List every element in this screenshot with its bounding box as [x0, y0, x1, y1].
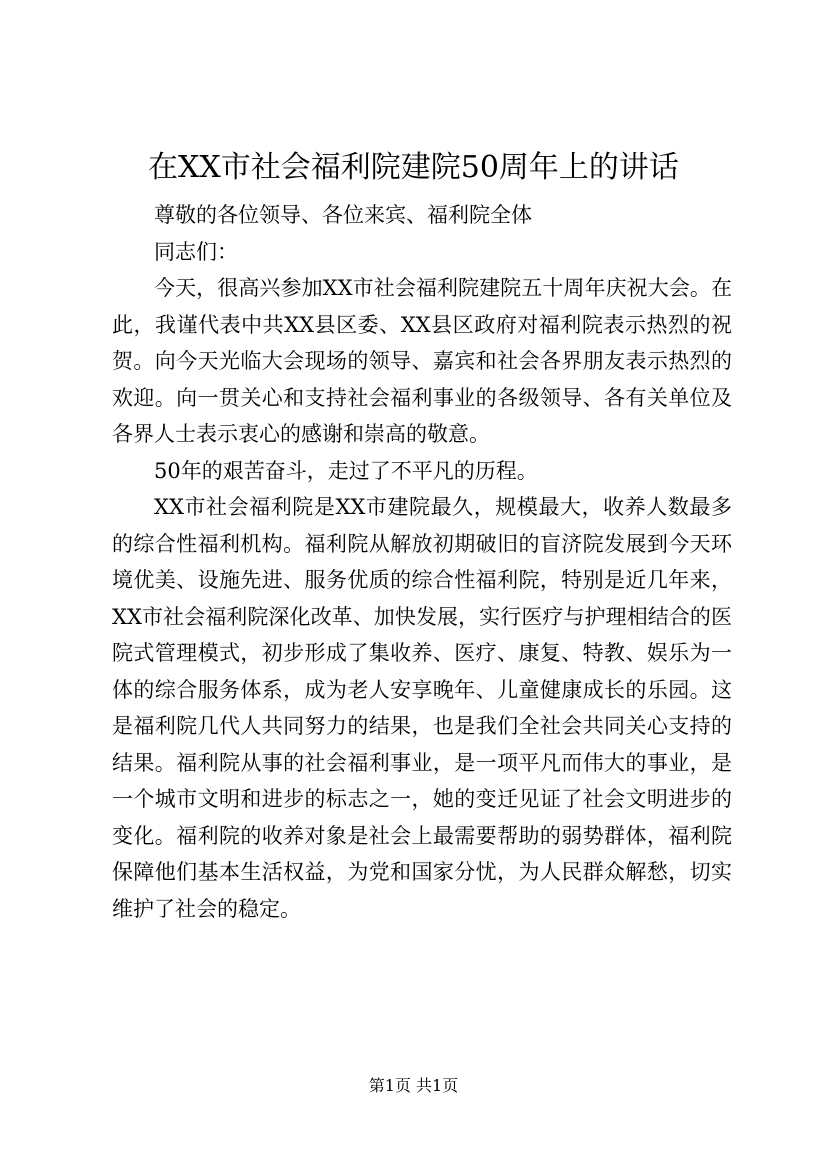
document-body: [112, 197, 732, 927]
page-number-footer: 第1页 共1页: [368, 1076, 459, 1095]
paragraph-introduction: XX市社会福利院是XX市建院最久，规模最大，收养人数最多的综合性福利机构。福利院从解放初期破旧的盲济院发展到今天环境优美、设施先进、服务优质的综合性福利院，特别是近几年来，XX市社会福利院深化改革、加快发展，实行医疗与护理相结合的医院式管理模式，初步形成了集收养、医疗、康复、特教、娱乐为一体的综合服务体系，成为老人安享晚年、儿童健康成长的乐园。这是福利院几代人共同努力的结果，也是我们全社会共同关心支持的结果。福利院从事的社会福利事业，是一项平凡而伟大的事业，是一个城市文明和进步的标志之一，她的变迁见证了社会文明进步的变化。福利院的收养对象是社会上最需要帮助的弱势群体，福利院保障他们基本生活权益，为党和国家分忧，为人民群众解愁，切实维护了社会的稳定。: [112, 495, 732, 921]
salutation-line-1: 尊敬的各位领导、各位来宾、福利院全体: [154, 203, 532, 227]
paragraph-history: 50年的艰苦奋斗，走过了不平凡的历程。: [154, 458, 538, 483]
document-title: 在XX市社会福利院建院50周年上的讲话: [148, 150, 679, 185]
paragraph-opening: 今天，很高兴参加XX市社会福利院建院五十周年庆祝大会。在此，我谨代表中共XX县区委、XX县区政府对福利院表示热烈的祝贺。向今天光临大会现场的领导、嘉宾和社会各界朋友表示热烈的欢迎。向一贯关心和支持社会福利事业的各级领导、各有关单位及各界人士表示衷心的感谢和崇高的敬意。: [112, 276, 732, 446]
salutation-line-2: 同志们：: [154, 239, 238, 264]
